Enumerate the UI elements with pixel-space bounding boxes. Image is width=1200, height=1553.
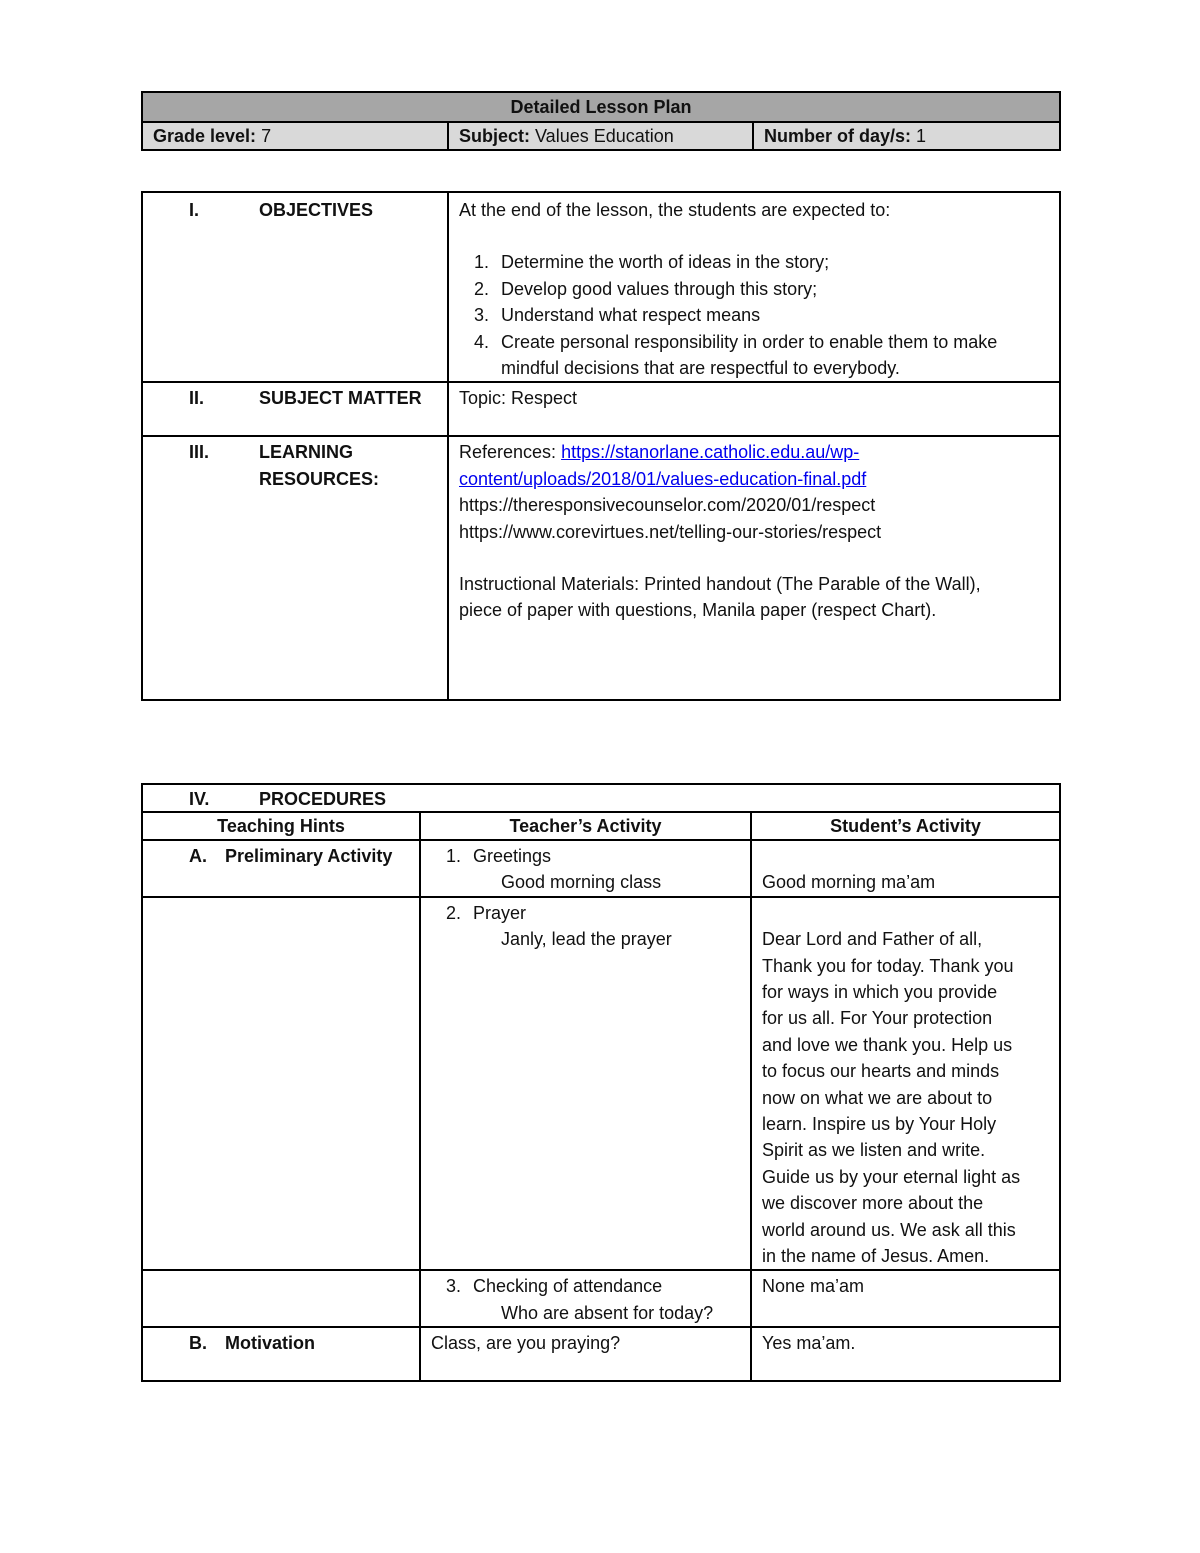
step-number: 2.	[445, 902, 461, 923]
attendance-teacher-cell	[420, 1270, 751, 1327]
step-number: 3.	[445, 1276, 461, 1297]
reference-link-1-cont[interactable]: content/uploads/2018/01/values-education-final.pdf	[459, 468, 867, 489]
objectives-label: OBJECTIVES	[259, 200, 374, 220]
objective-number: 2.	[473, 278, 489, 299]
prayer-hint-cell	[142, 897, 420, 1271]
days-label: Number of day/s:	[764, 126, 912, 146]
student-line: Good morning ma’am	[762, 872, 936, 893]
teacher-line: Class, are you praying?	[431, 1333, 621, 1354]
objectives-label-cell	[142, 192, 448, 382]
resources-content-cell	[448, 436, 1060, 700]
prayer-teacher-cell	[420, 897, 751, 1271]
topic-text: Topic: Respect	[459, 388, 578, 409]
prayer-line: for ways in which you provide	[762, 982, 998, 1003]
objective-number: 3.	[473, 305, 489, 326]
preliminary-letter: A.	[189, 846, 207, 866]
attendance-hint-cell	[142, 1270, 420, 1327]
subject-matter-number: II.	[189, 388, 205, 409]
greetings-student-cell	[751, 840, 1060, 897]
reference-2: https://theresponsivecounselor.com/2020/01/respect	[459, 495, 876, 516]
resources-label-line: RESOURCES:	[259, 468, 380, 489]
prayer-line: and love we thank you. Help us	[762, 1034, 1013, 1055]
prayer-line: Dear Lord and Father of all,	[762, 929, 983, 950]
motivation-teacher-cell	[420, 1327, 751, 1381]
subject-matter-content-cell	[448, 382, 1060, 436]
col-header-teaching-hints: Teaching Hints	[142, 812, 420, 840]
col-header-teacher-activity: Teacher’s Activity	[420, 812, 751, 840]
prayer-line: world around us. We ask all this	[762, 1219, 1016, 1240]
subject-value: Values Education	[530, 126, 674, 146]
prayer-line: Guide us by your eternal light as	[762, 1166, 1021, 1187]
motivation-hint-cell	[142, 1327, 420, 1381]
motivation-letter: B.	[189, 1333, 207, 1354]
prayer-line: to focus our hearts and minds	[762, 1061, 1000, 1082]
prayer-line: now on what we are about to	[762, 1087, 993, 1108]
grade-level-label: Grade level:	[153, 126, 257, 146]
objective-item	[459, 302, 1049, 328]
days-cell	[753, 122, 1060, 150]
prayer-line: for us all. For Your protection	[762, 1008, 993, 1029]
procedures-heading-cell	[142, 784, 1060, 812]
objective-text: Determine the worth of ideas in the story;	[501, 252, 830, 273]
materials-line-2: piece of paper with questions, Manila paper (respect Chart).	[459, 600, 937, 621]
objective-item	[459, 249, 1049, 275]
teacher-line: Good morning class	[501, 872, 662, 893]
lesson-sections-table	[141, 191, 1061, 701]
references-label: References:	[459, 442, 562, 463]
days-value: 1	[911, 126, 927, 146]
objective-text: Understand what respect means	[501, 305, 761, 326]
objectives-content-cell	[448, 192, 1060, 382]
subject-matter-label-cell	[142, 382, 448, 436]
lesson-plan-header-table	[141, 91, 1061, 151]
resources-label	[259, 439, 379, 492]
teacher-line: Who are absent for today?	[501, 1302, 714, 1323]
objective-item	[459, 276, 1049, 302]
attendance-student-cell	[751, 1270, 1060, 1327]
reference-link-1[interactable]: https://stanorlane.catholic.edu.au/wp-	[561, 442, 860, 463]
step-title: Checking of attendance	[473, 1276, 663, 1297]
greetings-teacher-cell	[420, 840, 751, 897]
preliminary-label: Preliminary Activity	[225, 846, 393, 866]
materials-line-1: Instructional Materials: Printed handout (The Parable of the Wall),	[459, 574, 981, 595]
objective-item	[459, 329, 1049, 382]
procedures-label: PROCEDURES	[259, 789, 387, 809]
objectives-intro: At the end of the lesson, the students are expected to:	[459, 200, 891, 220]
prayer-line: we discover more about the	[762, 1193, 984, 1214]
teacher-line: Janly, lead the prayer	[501, 929, 672, 950]
preliminary-hint-cell	[142, 840, 420, 897]
step-title: Prayer	[473, 902, 527, 923]
subject-cell	[448, 122, 753, 150]
prayer-line: Thank you for today. Thank you	[762, 955, 1014, 976]
prayer-line: in the name of Jesus. Amen.	[762, 1246, 990, 1267]
prayer-student-cell	[751, 897, 1060, 1271]
reference-3: https://www.corevirtues.net/telling-our-stories/respect	[459, 521, 882, 542]
prayer-line: Spirit as we listen and write.	[762, 1140, 986, 1161]
student-line: Yes ma’am.	[762, 1333, 856, 1354]
step-number: 1.	[445, 846, 461, 866]
motivation-label: Motivation	[225, 1333, 315, 1354]
objectives-number: I.	[189, 200, 200, 220]
step-title: Greetings	[473, 846, 552, 866]
subject-matter-label: SUBJECT MATTER	[259, 388, 422, 409]
student-line: None ma’am	[762, 1276, 865, 1297]
objective-text: Create personal responsibility in order to enable them to make mindful decisions that are respectful to everybody.	[501, 331, 998, 379]
col-header-student-activity: Student’s Activity	[751, 812, 1060, 840]
resources-number: III.	[189, 442, 210, 463]
procedures-number: IV.	[189, 789, 210, 809]
grade-level-cell	[142, 122, 448, 150]
resources-label-line: LEARNING	[259, 442, 353, 463]
objective-text: Develop good values through this story;	[501, 278, 818, 299]
document-title: Detailed Lesson Plan	[142, 92, 1060, 122]
objective-number: 4.	[473, 331, 489, 352]
resources-label-cell	[142, 436, 448, 700]
objective-number: 1.	[473, 252, 489, 273]
subject-label: Subject:	[459, 126, 531, 146]
prayer-line: learn. Inspire us by Your Holy	[762, 1114, 997, 1135]
procedures-table	[141, 783, 1061, 1382]
motivation-student-cell	[751, 1327, 1060, 1381]
grade-level-value: 7	[256, 126, 272, 146]
